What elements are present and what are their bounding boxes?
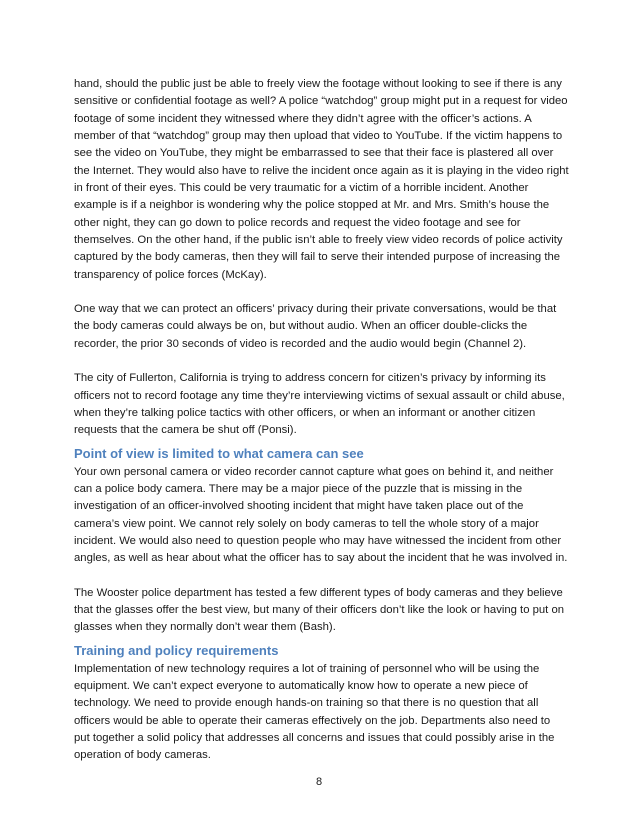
section-heading-point-of-view: Point of view is limited to what camera can see	[74, 445, 364, 461]
page-number: 8	[315, 776, 323, 788]
page-body	[74, 76, 569, 765]
paragraph-fullerton-policy: The city of Fullerton, California is trying to address concern for citizen’s privacy by informing its officers not to record footage any time they’re interviewing victims of sexual assault or child abuse, when they’re talking police tactics with other officers, or when an informant or another citizen requests that the camera be shut off (Ponsi).	[74, 372, 565, 437]
paragraph-training-policy: Implementation of new technology requires a lot of training of personnel who will be using the equipment. We can’t expect everyone to automatically know how to operate a new piece of technology. We need to provide enough hands-on training so that there is no question that all officers would be able to operate their cameras effectively on the job. Departments also need to put together a solid policy that addresses all concerns and issues that could possibly arise in the operation of body cameras.	[74, 662, 555, 762]
section-heading-training: Training and policy requirements	[74, 642, 279, 658]
paragraph-public-access: hand, should the public just be able to freely view the footage without looking to see if there is any sensitive or confidential footage as well? A police “watchdog” group might put in a request for video footage of some incident they witnessed where they didn’t agree with the officer’s actions. A member of that “watchdog” group may then upload that video to YouTube. If the victim happens to see the video on YouTube, they might be embarrassed to see that their face is plastered all over the Internet. They would also have to relive the incident once again as it is playing in the video right in front of their eyes. This could be very traumatic for a victim of a horrible incident. Another example is if a neighbor is wondering why the police stopped at Mr. and Mrs. Smith’s house the other night, they can go down to police records and request the video footage and see for themselves. On the other hand, if the public isn’t able to freely view video records of police activity captured by the body cameras, then they will fail to serve their intended purpose of increasing the transparency of police forces (McKay).	[74, 78, 569, 281]
paragraph-audio-privacy: One way that we can protect an officers’ privacy during their private conversations, would be that the body cameras could always be on, but without audio. When an officer double-clicks the recorder, the prior 30 seconds of video is recorded and the audio would begin (Channel 2).	[74, 303, 557, 350]
paragraph-camera-limits: Your own personal camera or video recorder cannot capture what goes on behind it, and neither can a police body camera. There may be a major piece of the puzzle that is missing in the investigation of an officer-involved shooting incident that might have taken place out of the camera’s view point. We cannot rely solely on body cameras to tell the whole story of a major incident. We would also need to question people who may have witnessed the incident from other angles, as well as hear about what the officer has to say about the incident that he was involved in.	[74, 465, 568, 565]
paragraph-wooster-glasses: The Wooster police department has tested a few different types of body cameras and they believe that the glasses offer the best view, but many of their officers don’t like the look or having to put on glasses when they normally don’t wear them (Bash).	[74, 586, 565, 634]
